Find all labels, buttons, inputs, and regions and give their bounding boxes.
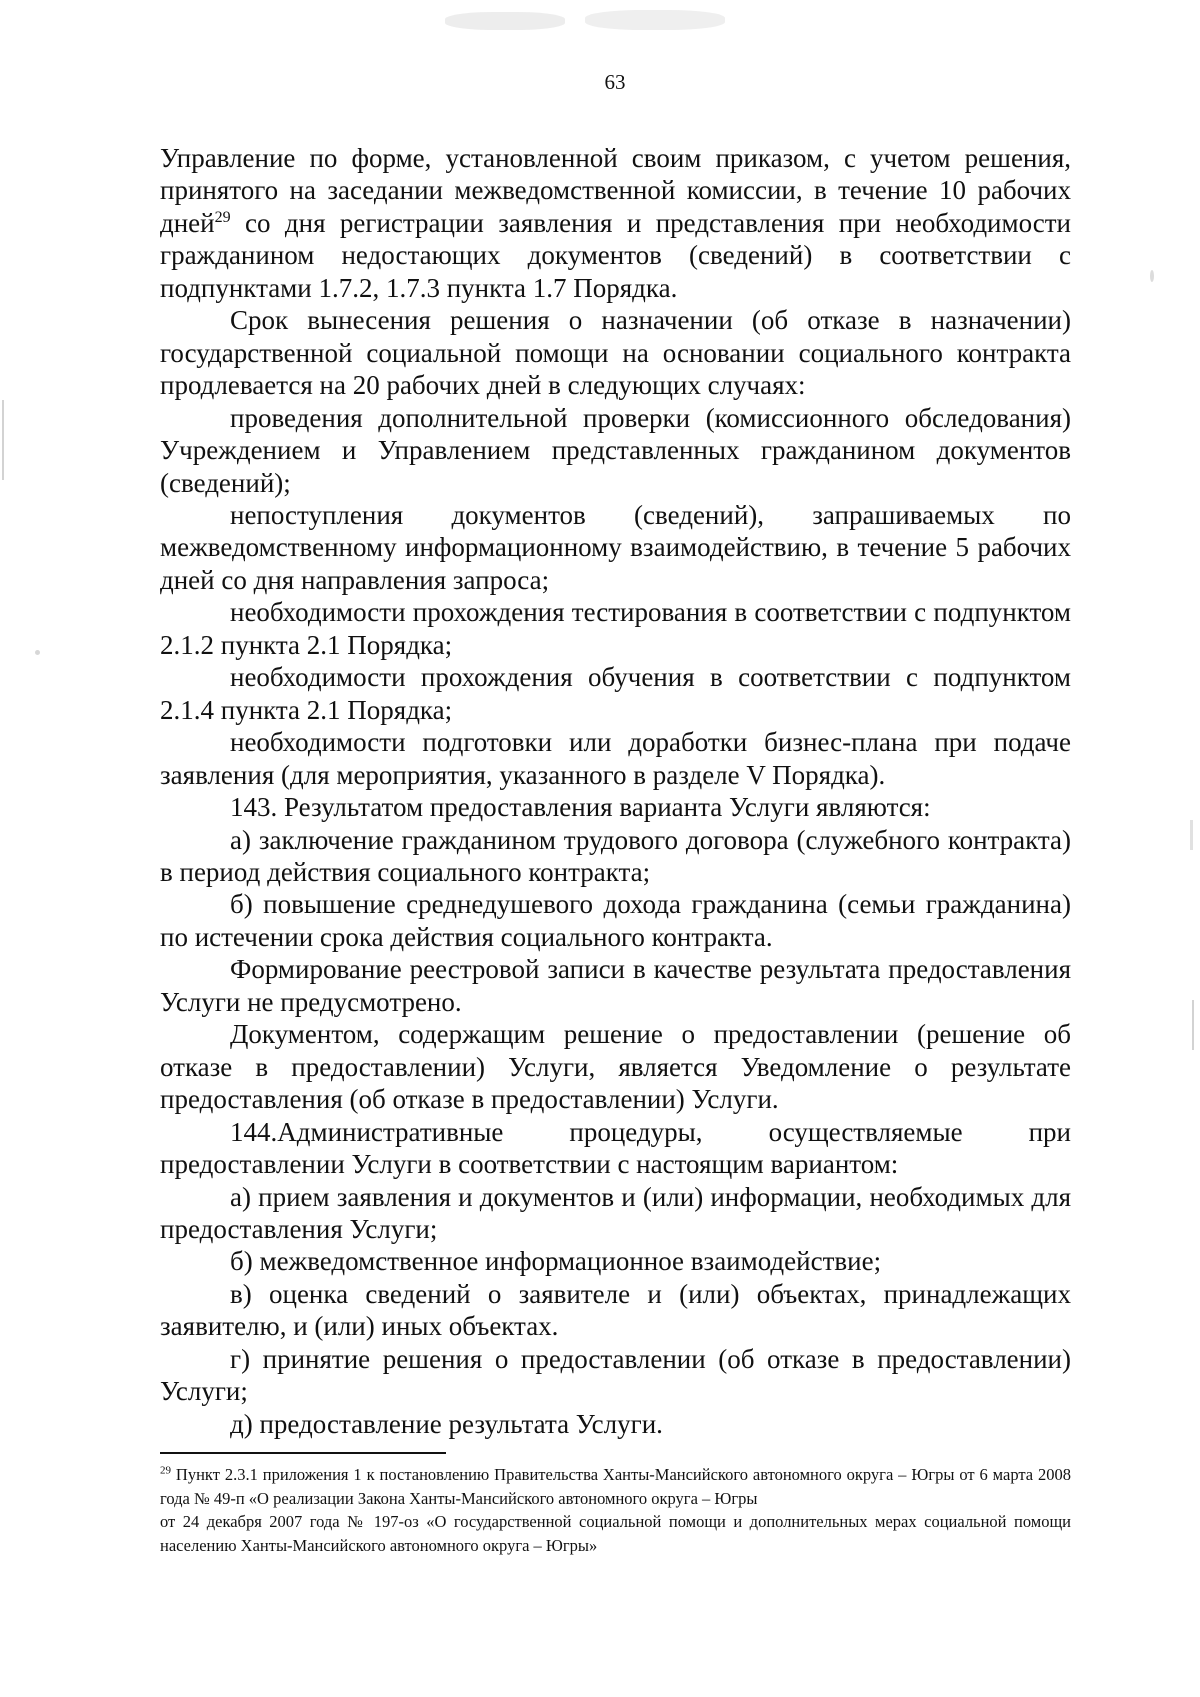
list-item: б) межведомственное информационное взаимодействие; (230, 1246, 882, 1277)
scan-noise (1190, 820, 1193, 850)
list-item: а) прием заявления и документов и (или) информации, необходимых для предоставления Услуги; (160, 1181, 1071, 1244)
section-heading: 143. Результатом предоставления варианта Услуги являются: (230, 792, 931, 823)
section-heading: 144.Административные процедуры, осуществляемые при предоставлении Услуги в соответствии с настоящим вариантом: (160, 1116, 1071, 1180)
footnote-separator (160, 1452, 446, 1454)
footnote-reference: 29 (214, 208, 231, 226)
paragraph: Документом, содержащим решение о предоставлении (решение об отказе в предоставлении) Услуги, является Уведомление о результате предоставления (об отказе в предоставлении) Услуги. (160, 1019, 1071, 1115)
paragraph: непоступления документов (сведений), запрашиваемых по межведомственному информационному взаимодействию, в течение 5 рабочих дней со дня направления запроса; (160, 499, 1071, 595)
list-item: д) предоставление результата Услуги. (230, 1408, 663, 1439)
footnote-continuation: от 24 декабря 2007 года № 197-оз «О государственной социальной помощи и дополнительных мерах социальной помощи населению Ханты-Мансийского автономного округа – Югры» (160, 1512, 1071, 1555)
scan-noise (1150, 270, 1154, 282)
scan-edge-line (2, 400, 4, 480)
scan-noise (35, 650, 40, 655)
paragraph: проведения дополнительной проверки (комиссионного обследования) Учреждением и Управлением представленных гражданином документов (сведений); (160, 402, 1071, 498)
paragraph: Формирование реестровой записи в качестве результата предоставления Услуги не предусмотрено. (160, 954, 1071, 1017)
paragraph: необходимости прохождения обучения в соответствии с подпунктом 2.1.4 пункта 2.1 Порядка; (160, 662, 1071, 725)
body-text (160, 142, 1071, 1440)
scan-edge-line (1192, 1000, 1194, 1050)
paragraph: Управление по форме, установленной своим приказом, с учетом решения, принятого на заседании межведомственной комиссии, в течение 10 рабочих дней$^{29}$ со дня регистрации заявления и представления при необходимости гражданином недостающих документов (сведений) в соответствии с подпунктами 1.7.2, 1.7.3 пункта 1.7 Порядка. (160, 143, 1071, 303)
paragraph: необходимости подготовки или доработки бизнес-плана при подаче заявления (для мероприятия, указанного в разделе V Порядка). (160, 727, 1071, 790)
footnotes (160, 1463, 1071, 1557)
page-number: 63 (604, 70, 626, 94)
list-item: в) оценка сведений о заявителе и (или) объектах, принадлежащих заявителю, и (или) иных объектах. (160, 1278, 1071, 1342)
scan-noise (445, 12, 565, 30)
list-item: б) повышение среднедушевого дохода гражданина (семьи гражданина) по истечении срока действия социального контракта. (160, 889, 1071, 952)
list-item: г) принятие решения о предоставлении (об отказе в предоставлении) Услуги; (160, 1343, 1071, 1407)
paragraph: необходимости прохождения тестирования в соответствии с подпунктом 2.1.2 пункта 2.1 Порядка; (160, 597, 1071, 660)
scan-noise (585, 10, 725, 30)
footnote: $^{29}$ Пункт 2.3.1 приложения 1 к постановлению Правительства Ханты-Мансийского автономного округа – Югры от 6 марта 2008 года № 49-п «О реализации Закона Ханты-Мансийского автономного округа – Югры (160, 1464, 1071, 1508)
footnote-marker: 29 (160, 1464, 171, 1477)
paragraph: Срок вынесения решения о назначении (об отказе в назначении) государственной социальной помощи на основании социального контракта продлевается на 20 рабочих дней в следующих случаях: (160, 305, 1071, 401)
list-item: а) заключение гражданином трудового договора (служебного контракта) в период действия социального контракта; (160, 824, 1071, 887)
